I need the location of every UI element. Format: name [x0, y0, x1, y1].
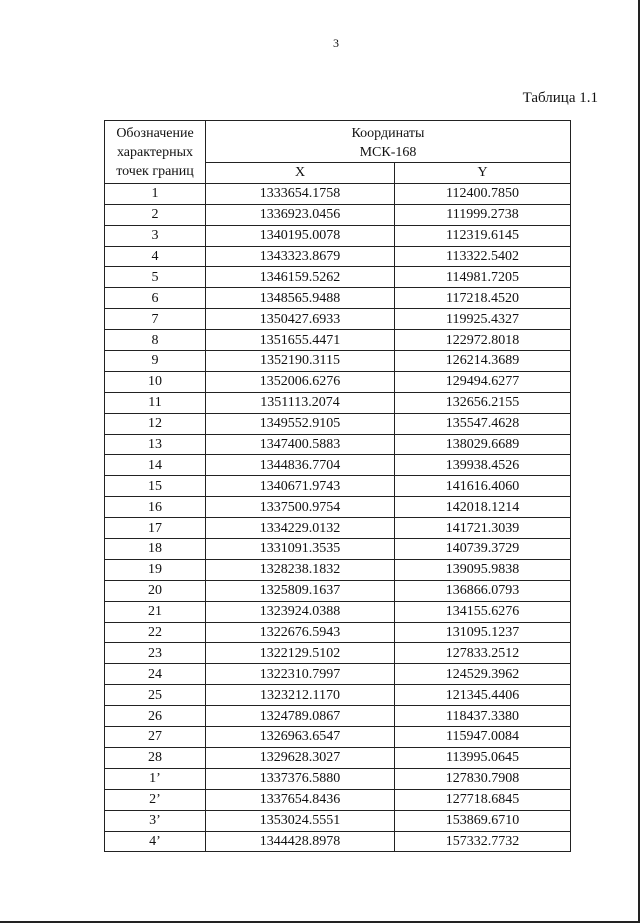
- cell-x: 1346159.5262: [206, 267, 395, 288]
- header-point-designation: [105, 121, 206, 184]
- cell-point: 10: [105, 371, 206, 392]
- cell-point: 4: [105, 246, 206, 267]
- cell-point: 5: [105, 267, 206, 288]
- cell-x: 1352190.3115: [206, 351, 395, 372]
- table-row: [105, 747, 571, 768]
- cell-point: 16: [105, 497, 206, 518]
- table-row: [105, 727, 571, 748]
- cell-point: 2’: [105, 789, 206, 810]
- cell-y: 112319.6145: [395, 225, 571, 246]
- cell-y: 157332.7732: [395, 831, 571, 852]
- header-coords-line: Координаты: [351, 126, 425, 141]
- cell-point: 19: [105, 559, 206, 580]
- header-y: Y: [395, 163, 571, 184]
- cell-y: 113995.0645: [395, 747, 571, 768]
- cell-y: 113322.5402: [395, 246, 571, 267]
- cell-x: 1340195.0078: [206, 225, 395, 246]
- table-row: [105, 518, 571, 539]
- table-row: [105, 455, 571, 476]
- cell-y: 139095.9838: [395, 559, 571, 580]
- page-number: 3: [333, 36, 339, 50]
- cell-y: 135547.4628: [395, 413, 571, 434]
- cell-y: 127718.6845: [395, 789, 571, 810]
- cell-point: 2: [105, 204, 206, 225]
- cell-point: 8: [105, 330, 206, 351]
- cell-x: 1343323.8679: [206, 246, 395, 267]
- cell-y: 111999.2738: [395, 204, 571, 225]
- header-coords-line: МСК-168: [359, 145, 417, 160]
- cell-y: 139938.4526: [395, 455, 571, 476]
- cell-y: 126214.3689: [395, 351, 571, 372]
- cell-x: 1322129.5102: [206, 643, 395, 664]
- cell-y: 140739.3729: [395, 539, 571, 560]
- header-point-line: точек границ: [116, 164, 194, 179]
- cell-y: 138029.6689: [395, 434, 571, 455]
- table-row: [105, 309, 571, 330]
- table-caption: Таблица 1.1: [522, 90, 598, 106]
- cell-x: 1326963.6547: [206, 727, 395, 748]
- table-row: [105, 559, 571, 580]
- cell-point: 24: [105, 664, 206, 685]
- cell-x: 1331091.3535: [206, 539, 395, 560]
- cell-point: 22: [105, 622, 206, 643]
- header-point-line: характерных: [116, 145, 194, 160]
- cell-x: 1351113.2074: [206, 392, 395, 413]
- table-row: [105, 706, 571, 727]
- cell-x: 1349552.9105: [206, 413, 395, 434]
- cell-y: 114981.7205: [395, 267, 571, 288]
- table-row: [105, 831, 571, 852]
- cell-y: 141616.4060: [395, 476, 571, 497]
- cell-x: 1350427.6933: [206, 309, 395, 330]
- cell-y: 142018.1214: [395, 497, 571, 518]
- cell-point: 28: [105, 747, 206, 768]
- cell-point: 18: [105, 539, 206, 560]
- cell-point: 3: [105, 225, 206, 246]
- cell-y: 141721.3039: [395, 518, 571, 539]
- cell-point: 4’: [105, 831, 206, 852]
- cell-point: 23: [105, 643, 206, 664]
- cell-x: 1344836.7704: [206, 455, 395, 476]
- cell-x: 1336923.0456: [206, 204, 395, 225]
- cell-point: 14: [105, 455, 206, 476]
- cell-y: 117218.4520: [395, 288, 571, 309]
- cell-y: 131095.1237: [395, 622, 571, 643]
- table-row: [105, 476, 571, 497]
- table-row: [105, 810, 571, 831]
- header-coordinates: [206, 121, 571, 163]
- table-row: [105, 580, 571, 601]
- table-row: [105, 351, 571, 372]
- cell-point: 21: [105, 601, 206, 622]
- cell-point: 17: [105, 518, 206, 539]
- cell-y: 129494.6277: [395, 371, 571, 392]
- cell-point: 9: [105, 351, 206, 372]
- header-point-line: Обозначение: [116, 126, 194, 141]
- cell-point: 1’: [105, 768, 206, 789]
- cell-x: 1324789.0867: [206, 706, 395, 727]
- cell-y: 112400.7850: [395, 183, 571, 204]
- cell-y: 119925.4327: [395, 309, 571, 330]
- table-row: [105, 225, 571, 246]
- table-row: [105, 267, 571, 288]
- cell-x: 1347400.5883: [206, 434, 395, 455]
- cell-y: 122972.8018: [395, 330, 571, 351]
- cell-y: 127833.2512: [395, 643, 571, 664]
- cell-x: 1352006.6276: [206, 371, 395, 392]
- table-row: [105, 601, 571, 622]
- cell-x: 1323212.1170: [206, 685, 395, 706]
- cell-x: 1353024.5551: [206, 810, 395, 831]
- cell-x: 1340671.9743: [206, 476, 395, 497]
- cell-y: 132656.2155: [395, 392, 571, 413]
- table-row: [105, 204, 571, 225]
- table-row: [105, 371, 571, 392]
- table-row: [105, 413, 571, 434]
- cell-point: 3’: [105, 810, 206, 831]
- cell-point: 15: [105, 476, 206, 497]
- table-row: [105, 789, 571, 810]
- table-row: [105, 622, 571, 643]
- table-row: [105, 434, 571, 455]
- header-x: X: [206, 163, 395, 184]
- cell-x: 1351655.4471: [206, 330, 395, 351]
- cell-y: 127830.7908: [395, 768, 571, 789]
- table-row: [105, 330, 571, 351]
- cell-point: 25: [105, 685, 206, 706]
- table-row: [105, 539, 571, 560]
- cell-point: 7: [105, 309, 206, 330]
- cell-x: 1344428.8978: [206, 831, 395, 852]
- cell-point: 20: [105, 580, 206, 601]
- cell-x: 1323924.0388: [206, 601, 395, 622]
- cell-point: 12: [105, 413, 206, 434]
- cell-point: 13: [105, 434, 206, 455]
- cell-y: 121345.4406: [395, 685, 571, 706]
- cell-point: 6: [105, 288, 206, 309]
- cell-x: 1337376.5880: [206, 768, 395, 789]
- table-row: [105, 643, 571, 664]
- cell-point: 27: [105, 727, 206, 748]
- cell-point: 1: [105, 183, 206, 204]
- cell-x: 1322310.7997: [206, 664, 395, 685]
- table-row: [105, 497, 571, 518]
- table-row: [105, 392, 571, 413]
- cell-x: 1329628.3027: [206, 747, 395, 768]
- cell-y: 153869.6710: [395, 810, 571, 831]
- cell-x: 1325809.1637: [206, 580, 395, 601]
- table-row: [105, 664, 571, 685]
- cell-point: 11: [105, 392, 206, 413]
- cell-y: 118437.3380: [395, 706, 571, 727]
- table-row: [105, 768, 571, 789]
- cell-y: 134155.6276: [395, 601, 571, 622]
- header-row: [105, 121, 571, 163]
- cell-y: 136866.0793: [395, 580, 571, 601]
- cell-x: 1328238.1832: [206, 559, 395, 580]
- table-row: [105, 246, 571, 267]
- cell-y: 124529.3962: [395, 664, 571, 685]
- cell-x: 1322676.5943: [206, 622, 395, 643]
- cell-y: 115947.0084: [395, 727, 571, 748]
- table-row: [105, 183, 571, 204]
- cell-x: 1333654.1758: [206, 183, 395, 204]
- cell-x: 1337654.8436: [206, 789, 395, 810]
- cell-point: 26: [105, 706, 206, 727]
- cell-x: 1348565.9488: [206, 288, 395, 309]
- cell-x: 1334229.0132: [206, 518, 395, 539]
- cell-x: 1337500.9754: [206, 497, 395, 518]
- coordinates-table: [104, 120, 571, 852]
- table-row: [105, 288, 571, 309]
- table-row: [105, 685, 571, 706]
- table-body: [105, 183, 571, 852]
